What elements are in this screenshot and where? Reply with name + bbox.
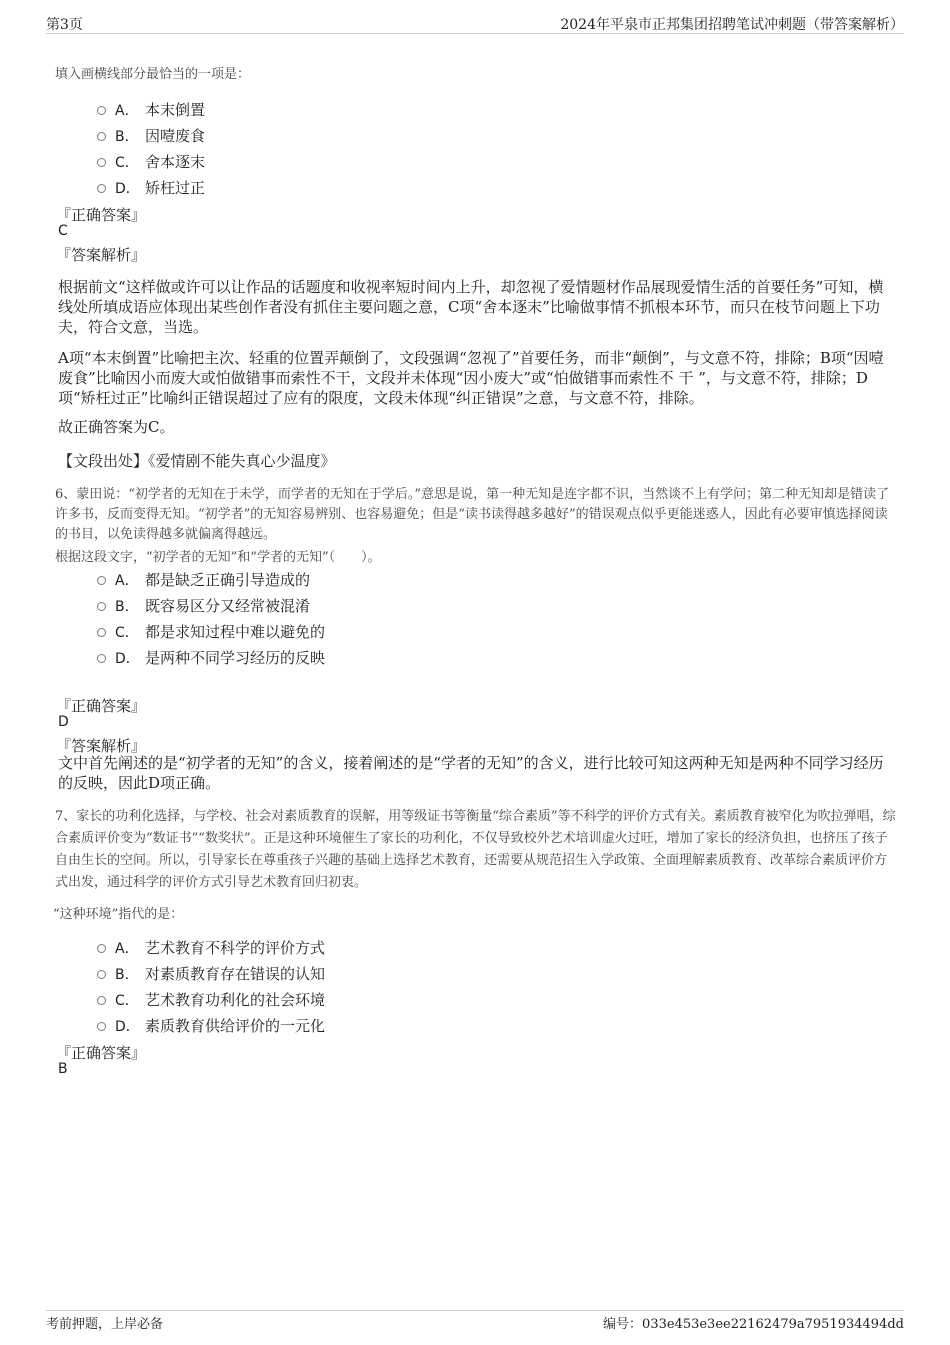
option-letter: D． [115,650,140,667]
q5-option-a[interactable] [97,99,205,120]
document-title: 2024年平泉市正邦集团招聘笔试冲刺题（带答案解析） [560,17,904,33]
q5-answer-label: 『正确答案』 [56,206,147,224]
q5-analysis-paragraph-2: A项“本末倒置”比喻把主次、轻重的位置弄颠倒了，文段强调“忽视了”首要任务，而非“颠倒”，与文意不符，排除；B项“因噎废食”比喻因小而废大或怕做错事而索性不干，文段并未体现“因小废大”或“怕做错事而索性不 干 ”，与文意不符，排除；D项“矫枉过正”比喻纠正错误超过了应有的限度，文段未体现“纠正错误”之意，与文意不符，排除。 [58,349,884,407]
q5-analysis-paragraph-1: 根据前文“这样做或许可以让作品的话题度和收视率短时间内上升，却忽视了爱情题材作品展现爱情生活的首要任务”可知，横线处所填成语应体现出某些创作者没有抓住主要问题之意，C项“舍本逐末”比喻做事情不抓根本环节，而只在枝节问题上下功夫，符合文意，当选。 [58,278,884,336]
document-id: 编号：033e453e3ee22162479a7951934494dd [603,1317,904,1332]
q7-stem: 7、家长的功利化选择，与学校、社会对素质教育的误解，用等级证书等衡量“综合素质”等不科学的评价方式有关。素质教育被窄化为吹拉弹唱，综合素质评价变为“数证书”“数奖状”。正是这种环境催生了家长的功利化，不仅导致校外艺术培训虚火过旺，增加了家长的经济负担，也挤压了孩子自由生长的空间。所以，引导家长在尊重孩子兴趣的基础上选择艺术教育，还需要从规范招生入学政策、全面理解素质教育、改革综合素质评价方式出发，通过科学的评价方式引导艺术教育回归初衷。 [55,809,896,890]
q6-question: 根据这段文字，“初学者的无知”和“学者的无知”（ ）。 [55,550,381,565]
option-letter: B． [115,128,139,145]
q5-answer: C [58,223,68,239]
option-text: 对素质教育存在错误的认知 [145,965,326,983]
header-divider [46,33,904,34]
radio-icon[interactable] [97,944,106,953]
q7-question: “这种环境”指代的是： [53,907,184,922]
radio-icon[interactable] [97,1022,106,1031]
q6-option-b[interactable] [97,595,310,616]
radio-icon[interactable] [97,628,106,637]
option-text: 矫枉过正 [145,179,206,197]
page-number: 第3页 [46,17,83,33]
radio-icon[interactable] [97,158,106,167]
option-letter: B． [115,966,139,983]
q5-option-d[interactable] [97,177,205,198]
q5-analysis-paragraph-3: 故正确答案为C。 [58,418,175,436]
q7-option-c[interactable] [97,989,325,1010]
radio-icon[interactable] [97,996,106,1005]
radio-icon[interactable] [97,654,106,663]
option-letter: A． [115,572,139,589]
radio-icon[interactable] [97,184,106,193]
radio-icon[interactable] [97,132,106,141]
option-letter: A． [115,940,139,957]
option-text: 因噎废食 [145,127,206,145]
footer-divider [46,1310,904,1311]
q5-analysis-label: 『答案解析』 [56,246,147,264]
q7-option-a[interactable] [97,937,325,958]
option-text: 既容易区分又经常被混淆 [145,597,311,615]
radio-icon[interactable] [97,602,106,611]
q6-option-c[interactable] [97,621,325,642]
option-letter: D． [115,1018,140,1035]
footer-slogan: 考前押题，上岸必备 [46,1317,164,1332]
q7-answer: B [58,1061,68,1077]
q6-answer: D [58,714,69,730]
q5-option-b[interactable] [97,125,205,146]
option-text: 都是缺乏正确引导造成的 [145,571,311,589]
q7-option-b[interactable] [97,963,325,984]
q6-option-a[interactable] [97,569,310,590]
q6-answer-label: 『正确答案』 [56,697,147,715]
option-text: 本末倒置 [145,101,206,119]
option-text: 舍本逐末 [145,153,206,171]
q6-option-d[interactable] [97,647,325,668]
q5-option-c[interactable] [97,151,205,172]
option-text: 艺术教育功利化的社会环境 [145,991,326,1009]
q6-stem: 6、蒙田说：“初学者的无知在于未学，而学者的无知在于学后。”意思是说，第一种无知是连字都不识，当然谈不上有学问；第二种无知却是错读了许多书，反而变得无知。“初学者”的无知容易辨别、也容易避免；但是“读书读得越多越好”的错误观点似乎更能迷惑人，因此有必要审慎选择阅读的书目，以免读得越多就偏离得越远。 [55,487,890,542]
option-text: 素质教育供给评价的一元化 [145,1017,326,1035]
option-text: 都是求知过程中难以避免的 [145,623,326,641]
radio-icon[interactable] [97,970,106,979]
q6-analysis-label: 『答案解析』 [56,737,147,755]
q5-source: 【文段出处】《爱情剧不能失真心少温度》 [58,452,336,470]
q5-prompt: 填入画横线部分最恰当的一项是： [55,67,251,82]
q7-option-d[interactable] [97,1015,325,1036]
option-letter: C． [115,154,139,171]
option-letter: B． [115,598,139,615]
option-text: 是两种不同学习经历的反映 [145,649,326,667]
option-letter: C． [115,992,139,1009]
radio-icon[interactable] [97,106,106,115]
q7-answer-label: 『正确答案』 [56,1044,147,1062]
option-letter: C． [115,624,139,641]
option-letter: D． [115,180,140,197]
q6-analysis: 文中首先阐述的是“初学者的无知”的含义，接着阐述的是“学者的无知”的含义，进行比较可知这两种无知是两种不同学习经历的反映，因此D项正确。 [58,754,884,792]
option-letter: A． [115,102,139,119]
option-text: 艺术教育不科学的评价方式 [145,939,326,957]
radio-icon[interactable] [97,576,106,585]
